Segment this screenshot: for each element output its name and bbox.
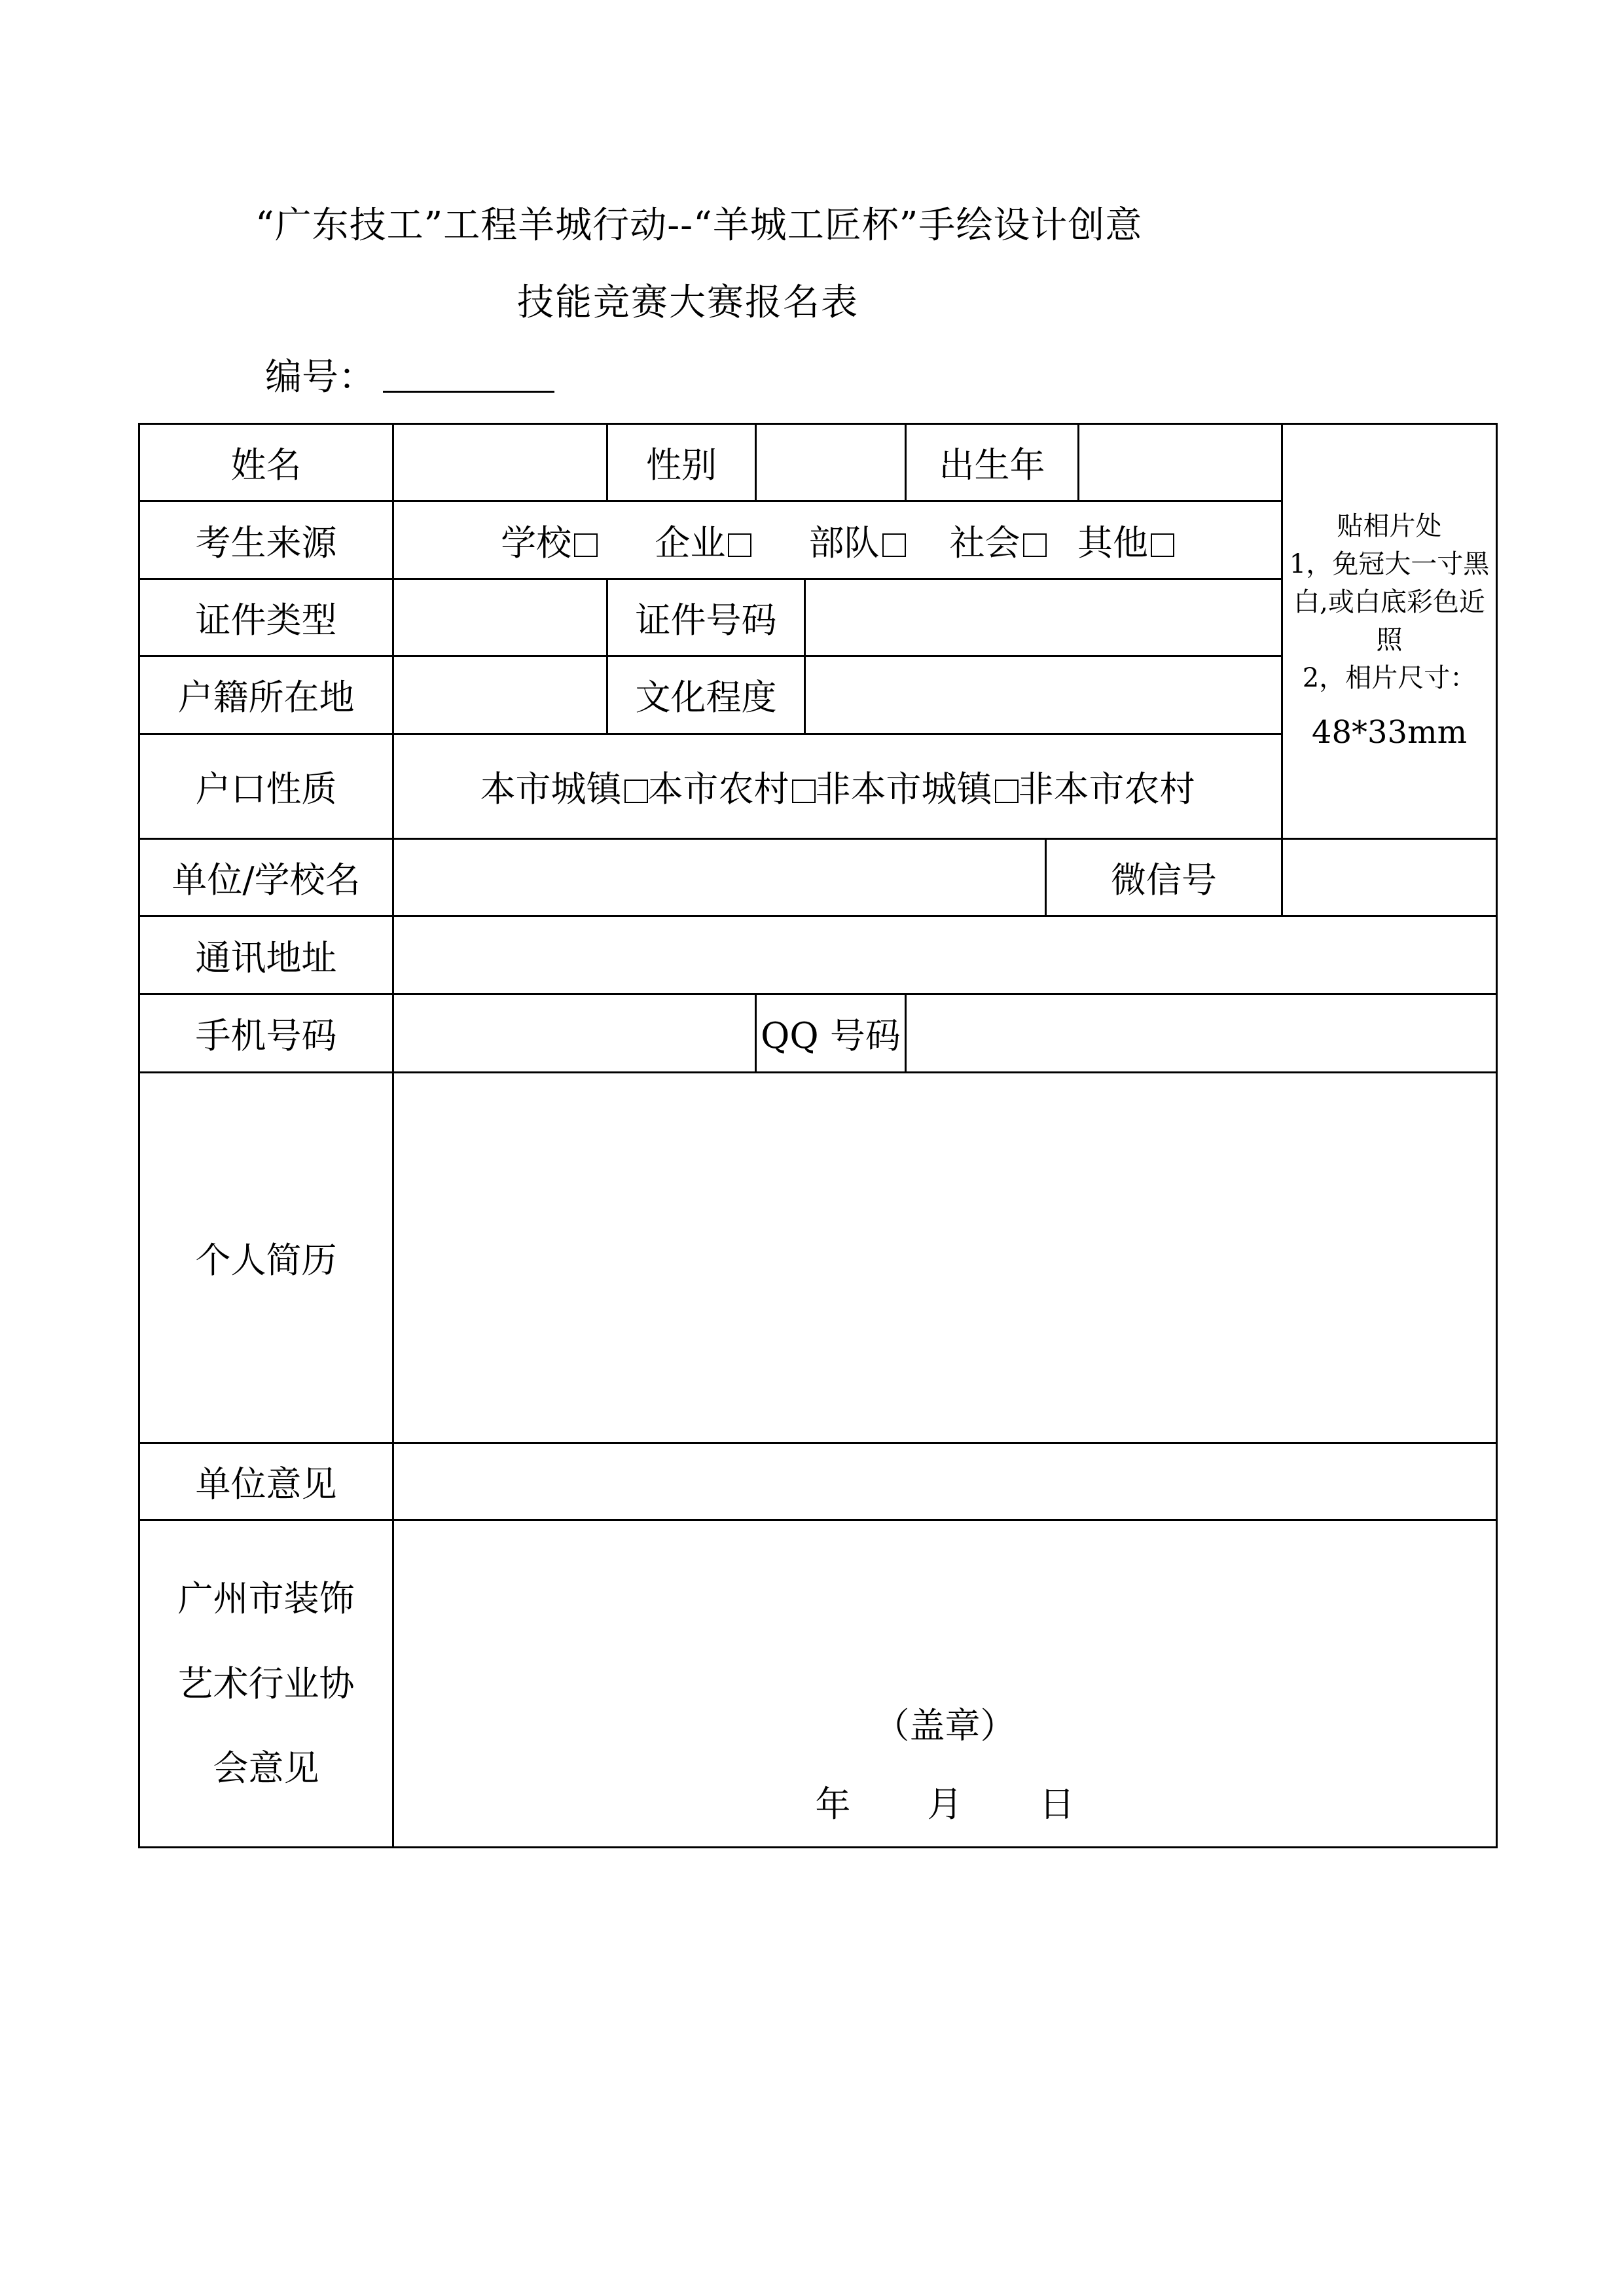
photo-requirement-1: 1，免冠大一寸黑白,或白底彩色近照 <box>1289 548 1490 655</box>
mobile-label: 手机号码 <box>139 994 393 1072</box>
name-label: 姓名 <box>139 424 393 501</box>
source-option-other[interactable]: 其他 <box>1077 515 1174 565</box>
date-line: 年 月 日 <box>815 1784 1075 1825</box>
gender-field[interactable] <box>756 424 906 501</box>
birth-year-label: 出生年 <box>906 424 1079 501</box>
source-options <box>393 501 1282 579</box>
resume-field[interactable] <box>393 1073 1497 1443</box>
photo-size: 48*33mm <box>1311 713 1468 751</box>
checkbox[interactable] <box>624 780 648 803</box>
mobile-field[interactable] <box>393 994 756 1072</box>
unit-opinion-label: 单位意见 <box>139 1443 393 1520</box>
address-label: 通讯地址 <box>139 916 393 994</box>
unit-opinion-field[interactable] <box>393 1443 1497 1520</box>
association-opinion-label: 广州市装饰 艺术行业协 会意见 <box>139 1520 393 1848</box>
id-type-label: 证件类型 <box>139 579 393 656</box>
source-option-army[interactable]: 部队 <box>809 515 906 565</box>
checkbox[interactable] <box>995 780 1019 803</box>
birth-year-field[interactable] <box>1079 424 1282 501</box>
serial-number-label: 编号： <box>265 356 375 399</box>
unit-school-label: 单位/学校名 <box>139 839 393 916</box>
checkbox[interactable] <box>574 533 598 557</box>
education-field[interactable] <box>805 656 1282 734</box>
qq-label: QQ 号码 <box>756 994 906 1072</box>
household-option-nonlocal-urban[interactable]: 非本市城镇 <box>816 761 1019 812</box>
household-option-nonlocal-rural[interactable]: 非本市农村 <box>1018 768 1195 810</box>
source-option-enterprise[interactable]: 企业 <box>655 515 751 565</box>
checkbox[interactable] <box>882 533 906 557</box>
qq-field[interactable] <box>906 994 1497 1072</box>
source-option-society[interactable]: 社会 <box>950 515 1047 565</box>
id-type-field[interactable] <box>393 579 607 656</box>
address-field[interactable] <box>393 916 1497 994</box>
household-type-options <box>393 734 1282 839</box>
source-label: 考生来源 <box>139 501 393 579</box>
source-option-school[interactable]: 学校 <box>501 515 598 565</box>
name-field[interactable] <box>393 424 607 501</box>
resume-label: 个人简历 <box>139 1073 393 1443</box>
photo-area[interactable] <box>1282 424 1497 839</box>
unit-school-field[interactable] <box>393 839 1046 916</box>
photo-requirement-2: 2，相片尺寸： <box>1302 662 1477 693</box>
wechat-label: 微信号 <box>1046 839 1282 916</box>
serial-number-field[interactable] <box>383 391 554 393</box>
form-subtitle: 技能竞赛大赛报名表 <box>517 281 859 324</box>
id-number-label: 证件号码 <box>607 579 805 656</box>
checkbox[interactable] <box>1023 533 1047 557</box>
form-title: “广东技工”工程羊城行动--“羊城工匠杯”手绘设计创意 <box>255 204 1143 247</box>
registration-form-table <box>138 423 1498 1848</box>
education-label: 文化程度 <box>607 656 805 734</box>
household-location-field[interactable] <box>393 656 607 734</box>
checkbox[interactable] <box>792 780 816 803</box>
wechat-field[interactable] <box>1282 839 1497 916</box>
gender-label: 性别 <box>607 424 756 501</box>
checkbox[interactable] <box>1151 533 1174 557</box>
stamp-text: （盖章） <box>874 1705 1016 1746</box>
photo-placeholder-title: 贴相片处 <box>1337 511 1442 541</box>
household-option-local-rural[interactable]: 本市农村 <box>648 761 816 812</box>
checkbox[interactable] <box>728 533 751 557</box>
household-type-label: 户口性质 <box>139 734 393 839</box>
id-number-field[interactable] <box>805 579 1282 656</box>
association-opinion-field[interactable] <box>393 1520 1497 1848</box>
household-location-label: 户籍所在地 <box>139 656 393 734</box>
household-option-local-urban[interactable]: 本市城镇 <box>480 761 648 812</box>
